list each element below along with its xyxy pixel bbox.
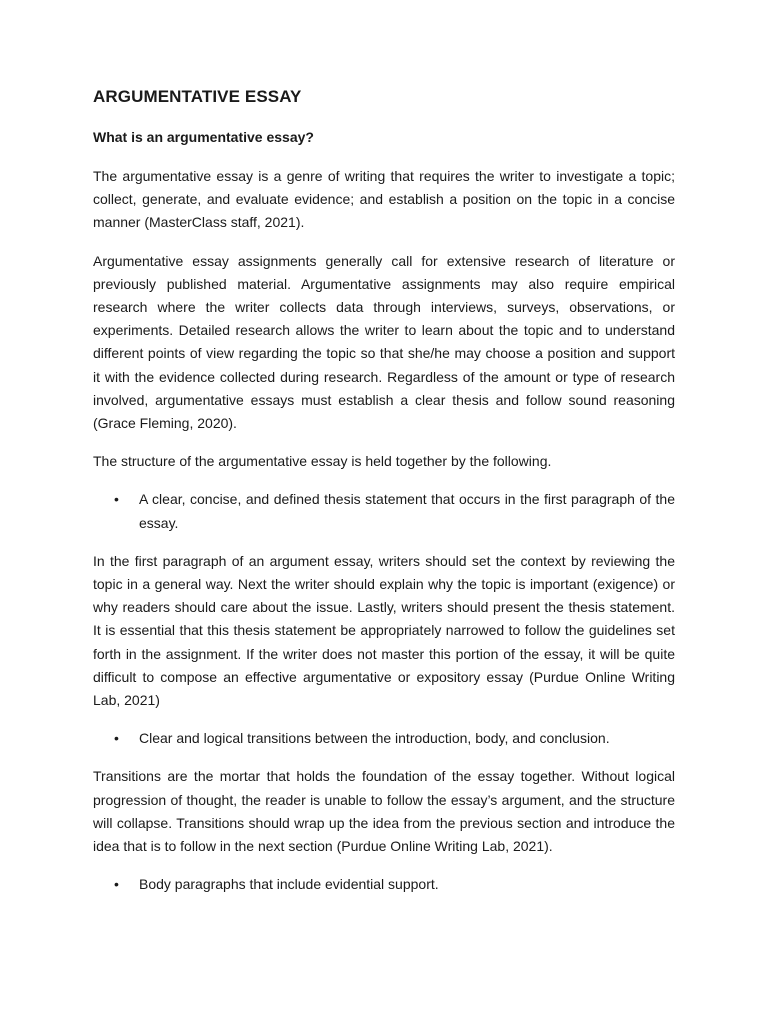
bullet-list — [93, 488, 675, 534]
paragraph-structure-intro: The structure of the argumentative essay is held together by the following. — [93, 453, 552, 470]
paragraph-transitions: Transitions are the mortar that holds the foundation of the essay together. Without logical progression of thought, the reader is unable to follow the essay’s argument, and the structure will collapse. Transitions should wrap up the idea from the previous section and introduce the idea that is to follow in the next section (Purdue Online Writing Lab, 2021). — [93, 768, 675, 855]
bullet-text: Clear and logical transitions between the introduction, body, and conclusion. — [139, 730, 610, 747]
paragraph-first-paragraph: In the first paragraph of an argument essay, writers should set the context by reviewing the topic in a general way. Next the writer should explain why the topic is important (exigence) or why readers should care about the issue. Lastly, writers should present the thesis statement. It is essential that this thesis statement be appropriately narrowed to follow the guidelines set forth in the assignment. If the writer does not master this portion of the essay, it will be quite difficult to compose an effective argumentative or expository essay (Purdue Online Writing Lab, 2021) — [93, 552, 675, 709]
bullet-list — [93, 727, 675, 750]
bullet-marker: • — [114, 730, 119, 747]
bullet-list — [93, 873, 675, 896]
section-heading: What is an argumentative essay? — [93, 129, 314, 145]
bullet-text: A clear, concise, and defined thesis statement that occurs in the first paragraph of the essay. — [139, 491, 675, 531]
bullet-text: Body paragraphs that include evidential support. — [139, 876, 439, 893]
document-title: ARGUMENTATIVE ESSAY — [93, 87, 302, 106]
bullet-item-thesis — [93, 488, 675, 534]
bullet-marker: • — [114, 491, 119, 508]
bullet-item-body — [93, 873, 675, 896]
document-page — [93, 86, 675, 911]
bullet-marker: • — [114, 876, 119, 893]
bullet-item-transitions — [93, 727, 675, 750]
paragraph-definition: The argumentative essay is a genre of writing that requires the writer to investigate a topic; collect, generate, and evaluate evidence; and establish a position on the topic in a concise manner (MasterClass staff, 2021). — [93, 168, 675, 231]
paragraph-research: Argumentative essay assignments generally call for extensive research of literature or previously published material. Argumentative assignments may also require empirical research where the writer collects data through interviews, surveys, observations, or experiments. Detailed research allows the writer to learn about the topic and to understand different points of view regarding the topic so that she/he may choose a position and support it with the evidence collected during research. Regardless of the amount or type of research involved, argumentative essays must establish a clear thesis and follow sound reasoning (Grace Fleming, 2020). — [93, 252, 675, 432]
